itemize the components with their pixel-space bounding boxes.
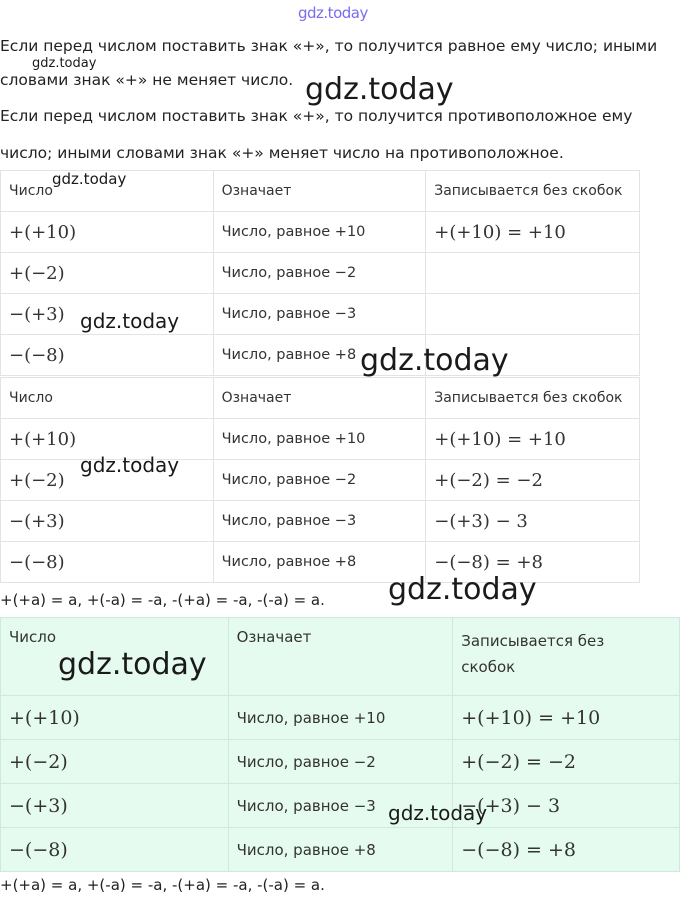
number-cell: +(−2) (1, 253, 214, 294)
number-cell: +(+10) (1, 419, 214, 460)
expression-cell: −(+3) − 3 (426, 501, 640, 542)
table-row (1, 828, 680, 872)
number-cell: −(+3) (1, 501, 214, 542)
expression-cell: −(−8) = +8 (453, 828, 680, 872)
table-row (1, 212, 640, 253)
header-cell: Означает (213, 171, 426, 212)
table-row (1, 335, 640, 376)
table-2 (0, 377, 640, 583)
header-line: Записывается без (461, 632, 605, 650)
meaning-cell: Число, равное +10 (228, 696, 453, 740)
number-cell: −(−8) (1, 828, 229, 872)
meaning-cell: Число, равное −3 (213, 294, 426, 335)
watermark: gdz.today (305, 72, 454, 107)
expression-cell: +(+10) = +10 (426, 212, 640, 253)
number-cell: +(−2) (1, 740, 229, 784)
header-cell: Число (1, 171, 214, 212)
meaning-cell: Число, равное +10 (213, 212, 426, 253)
table-row (1, 696, 680, 740)
paragraph-2-line-2: число; иными словами знак «+» меняет число на противоположное. (0, 144, 564, 162)
watermark: gdz.today (360, 343, 509, 378)
expression-cell: +(−2) = −2 (426, 460, 640, 501)
expression-cell: +(+10) = +10 (453, 696, 680, 740)
table-row (1, 501, 640, 542)
header-line: скобок (461, 658, 516, 676)
table-1 (0, 170, 640, 376)
meaning-cell: Число, равное +10 (213, 419, 426, 460)
expression-cell: −(−8) = +8 (426, 542, 640, 583)
expression-cell (426, 294, 640, 335)
expression-cell: −(+3) − 3 (453, 784, 680, 828)
header-cell: Означает (228, 618, 453, 696)
number-cell: −(+3) (1, 784, 229, 828)
header-cell: Число (1, 378, 214, 419)
watermark: gdz.today (32, 56, 97, 71)
watermark: gdz.today (388, 801, 488, 825)
number-cell: −(+3) (1, 294, 214, 335)
watermark: gdz.today (388, 572, 537, 607)
paragraph-1-line-2: словами знак «+» не меняет число. (0, 71, 294, 89)
meaning-cell: Число, равное −2 (213, 460, 426, 501)
header-cell: Записывается без скобок (426, 378, 640, 419)
header-cell: Число (1, 618, 229, 696)
watermark: gdz.today (80, 309, 180, 333)
expression-cell (426, 253, 640, 294)
number-cell: +(−2) (1, 460, 214, 501)
number-cell: −(−8) (1, 542, 214, 583)
watermark-top: gdz.today (298, 4, 368, 22)
table-row (1, 784, 680, 828)
meaning-cell: Число, равное −2 (228, 740, 453, 784)
table-row (1, 740, 680, 784)
meaning-cell: Число, равное +8 (213, 335, 426, 376)
rule-line-bottom: +(+a) = a, +(-a) = -a, -(+a) = -a, -(-a) = a. (0, 876, 325, 894)
meaning-cell: Число, равное −3 (228, 784, 453, 828)
number-cell: +(+10) (1, 212, 214, 253)
meaning-cell: Число, равное +8 (228, 828, 453, 872)
table-row (1, 253, 640, 294)
expression-cell: +(+10) = +10 (426, 419, 640, 460)
number-cell: +(+10) (1, 696, 229, 740)
watermark: gdz.today (80, 453, 180, 477)
rule-line: +(+a) = a, +(-a) = -a, -(+a) = -a, -(-a) = a. (0, 591, 325, 609)
table-row (1, 542, 640, 583)
paragraph-1-line-1: Если перед числом поставить знак «+», то получится равное ему число; иными (0, 37, 658, 55)
expression-cell: +(−2) = −2 (453, 740, 680, 784)
meaning-cell: Число, равное −2 (213, 253, 426, 294)
watermark: gdz.today (52, 170, 127, 188)
header-cell: Означает (213, 378, 426, 419)
header-cell: Записывается без скобок (426, 171, 640, 212)
meaning-cell: Число, равное +8 (213, 542, 426, 583)
header-cell (453, 618, 680, 696)
number-cell: −(−8) (1, 335, 214, 376)
paragraph-2-line-1: Если перед числом поставить знак «+», то получится противоположное ему (0, 107, 633, 125)
table-header-row (1, 378, 640, 419)
meaning-cell: Число, равное −3 (213, 501, 426, 542)
watermark: gdz.today (58, 647, 207, 682)
